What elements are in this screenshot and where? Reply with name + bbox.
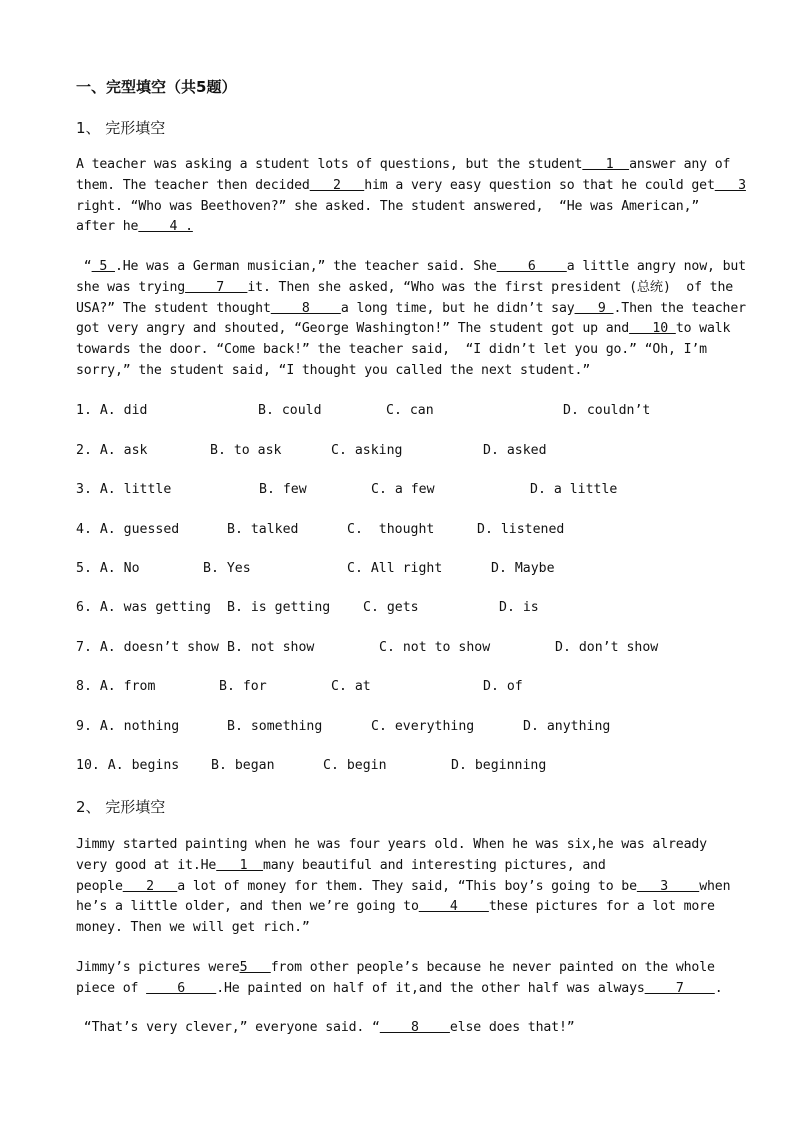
- q2-paragraph-3: [76, 1018, 721, 1039]
- option-c: C. gets: [363, 600, 419, 615]
- option-c: C. asking: [331, 443, 403, 458]
- option-b: B. talked: [227, 522, 299, 537]
- option-c: C. not to show: [379, 640, 491, 655]
- text-line: [76, 856, 721, 877]
- q1-paragraph-1: [76, 155, 746, 238]
- blank-5: 5: [239, 960, 271, 975]
- option-d: D. is: [499, 600, 539, 615]
- q2-paragraph-2: [76, 958, 721, 1000]
- option-row: [76, 599, 539, 617]
- text: .He was a German musician,” the teacher said. She: [114, 259, 497, 274]
- option-d: D. asked: [483, 443, 547, 458]
- text: these pictures for a lot more: [488, 899, 715, 915]
- option-row: [76, 560, 555, 578]
- option-b: B. began: [211, 758, 275, 773]
- option-b: B. to ask: [210, 443, 282, 458]
- question-2-title: 2、 完形填空: [76, 798, 166, 816]
- text-line: [76, 1018, 721, 1039]
- option-row: [76, 678, 523, 696]
- text: A teacher was asking a student lots of questions, but the student: [76, 157, 583, 172]
- text: very good at it.He: [76, 857, 217, 873]
- option-a: 5. A. No: [76, 561, 140, 576]
- option-row: [76, 521, 565, 539]
- text: many beautiful and interesting pictures, and: [262, 857, 606, 873]
- text: answer any of: [629, 157, 731, 172]
- text: piece of: [76, 980, 147, 996]
- option-row: [76, 757, 547, 775]
- option-c: C. at: [331, 679, 371, 694]
- option-b: B. not show: [227, 640, 315, 655]
- text: after he: [76, 219, 139, 235]
- text: he’s a little older, and then we’re going to: [76, 899, 419, 915]
- blank-1: 1: [582, 157, 630, 172]
- text-line: right. “Who was Beethoven?” she asked. The student answered, “He was American,”: [76, 198, 700, 214]
- text-line: Jimmy started painting when he was four years old. When he was six,he was already: [76, 837, 707, 852]
- text: Jimmy’s pictures were: [76, 960, 240, 975]
- text: them. The teacher then decided: [76, 177, 310, 193]
- text: a lot of money for them. They said, “This boy’s going to be: [177, 878, 637, 894]
- section-title: 一、完型填空（共5题）: [76, 78, 237, 96]
- option-a: 7. A. doesn’t show: [76, 640, 219, 655]
- text-line: [76, 897, 721, 918]
- q2-paragraph-1: [76, 835, 731, 939]
- blank-1: 1: [216, 857, 263, 873]
- option-row: [76, 402, 651, 420]
- option-a: 4. A. guessed: [76, 522, 180, 537]
- option-a: 6. A. was getting: [76, 600, 211, 615]
- text: people: [76, 878, 123, 894]
- question-1-title: 1、 完形填空: [76, 119, 166, 137]
- text-line: [76, 257, 746, 278]
- text-line: [76, 979, 721, 1000]
- text-line: money. Then we will get rich.”: [76, 920, 310, 936]
- option-c: C. can: [386, 403, 434, 418]
- option-a: 2. A. ask: [76, 443, 148, 458]
- blank-2: 2: [309, 177, 365, 193]
- option-d: D. Maybe: [491, 561, 555, 576]
- option-c: C. All right: [347, 561, 443, 576]
- blank-3: 3: [714, 177, 746, 193]
- text: when: [699, 878, 731, 894]
- blank-7: 7: [644, 980, 715, 996]
- option-d: D. don’t show: [555, 640, 659, 655]
- option-b: B. something: [227, 719, 323, 734]
- option-c: C. everything: [371, 719, 475, 734]
- option-d: D. of: [483, 679, 523, 694]
- blank-7: 7: [185, 279, 248, 295]
- text: it. Then she asked, “Who was the first president (总统) of the: [247, 279, 734, 295]
- text: a long time, but he didn’t say: [340, 300, 575, 316]
- option-c: C. begin: [323, 758, 387, 773]
- text-line: sorry,” the student said, “I thought you called the next student.”: [76, 362, 591, 378]
- option-b: B. could: [258, 403, 322, 418]
- text: .Then the teacher: [613, 300, 746, 316]
- text-line: [76, 155, 731, 176]
- text-line: [76, 176, 746, 197]
- text-line: [76, 299, 746, 320]
- text-line: [76, 217, 721, 238]
- text: him a very easy question so that he could get: [364, 177, 715, 193]
- text-line: [76, 958, 721, 979]
- option-a: 9. A. nothing: [76, 719, 180, 734]
- q1-paragraph-2: [76, 257, 746, 382]
- text: “That’s very clever,” everyone said. “: [76, 1020, 380, 1035]
- option-d: D. couldn’t: [563, 403, 651, 418]
- option-a: 10. A. begins: [76, 758, 180, 773]
- text: she was trying: [76, 279, 186, 295]
- option-b: B. few: [259, 482, 307, 497]
- option-b: B. for: [219, 679, 267, 694]
- option-row: [76, 481, 618, 499]
- option-row: [76, 639, 659, 657]
- blank-4: 4: [418, 899, 489, 915]
- blank-6: 6: [146, 980, 217, 996]
- text: from other people’s because he never painted on the whole: [270, 960, 715, 975]
- option-b: B. Yes: [203, 561, 251, 576]
- text-line: [76, 319, 731, 340]
- option-d: D. a little: [530, 482, 618, 497]
- blank-3: 3: [636, 878, 700, 894]
- text-line: towards the door. “Come back!” the teacher said, “I didn’t let you go.” “Oh, I’m: [76, 342, 707, 358]
- option-row: [76, 442, 547, 460]
- text: else does that!”: [449, 1020, 575, 1035]
- text: “: [76, 259, 92, 274]
- text-line: [76, 278, 734, 299]
- blank-10: 10: [629, 321, 676, 337]
- text: .: [714, 980, 723, 996]
- blank-8: 8: [379, 1020, 450, 1035]
- option-d: D. listened: [477, 522, 565, 537]
- option-b: B. is getting: [227, 600, 331, 615]
- option-c: C. thought: [347, 522, 435, 537]
- text: a little angry now, but: [566, 259, 746, 274]
- blank-2: 2: [122, 878, 178, 894]
- text: .He painted on half of it,and the other half was always: [216, 980, 645, 996]
- blank-4: 4 .: [138, 219, 193, 235]
- blank-9: 9: [574, 300, 614, 316]
- option-d: D. beginning: [451, 758, 547, 773]
- text: USA?” The student thought: [76, 300, 271, 316]
- text-line: [76, 877, 731, 898]
- text: got very angry and shouted, “George Washington!” The student got up and: [76, 321, 630, 337]
- option-c: C. a few: [371, 482, 435, 497]
- option-row: [76, 718, 611, 736]
- option-a: 3. A. little: [76, 482, 172, 497]
- option-d: D. anything: [523, 719, 611, 734]
- text: to walk: [675, 321, 731, 337]
- option-a: 8. A. from: [76, 679, 156, 694]
- blank-8: 8: [270, 300, 341, 316]
- option-a: 1. A. did: [76, 403, 148, 418]
- blank-5: 5: [91, 259, 115, 274]
- blank-6: 6: [496, 259, 567, 274]
